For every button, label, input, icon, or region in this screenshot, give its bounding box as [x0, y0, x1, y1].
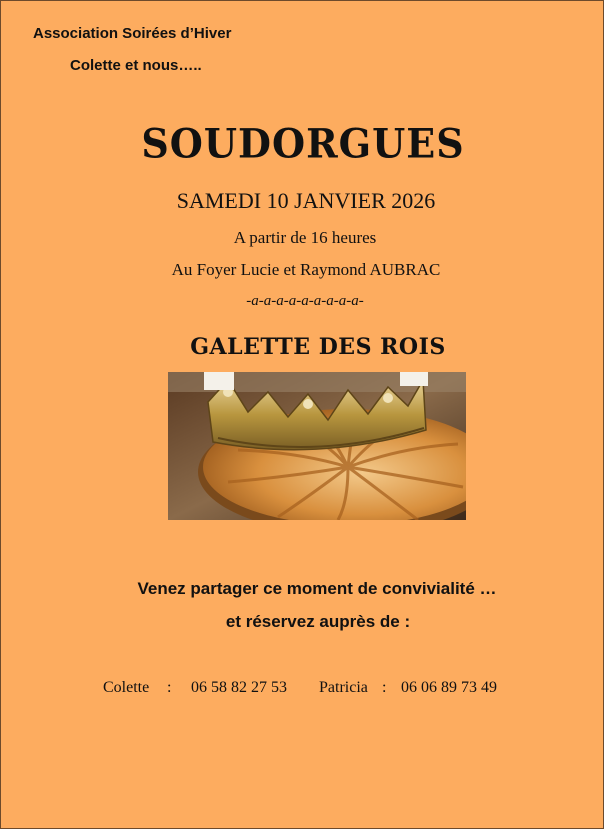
event-date: SAMEDI 10 JANVIER 2026 [176, 188, 436, 213]
contact-phone: 06 58 82 27 53 [191, 679, 287, 696]
galette-photo [168, 372, 466, 520]
event-theme: GALETTE DES ROIS [190, 334, 446, 360]
event-venue: Au Foyer Lucie et Raymond AUBRAC [171, 260, 441, 279]
contact-separator: : [167, 679, 172, 696]
invitation-line-1: Venez partager ce moment de convivialité … [137, 579, 497, 598]
subtitle: Colette et nous….. [70, 57, 202, 74]
decorative-separator: -a-a-a-a-a-a-a-a-a- [246, 293, 364, 309]
contact-phone: 06 06 89 73 49 [401, 679, 497, 696]
contact-name: Colette [103, 679, 150, 696]
event-time: A partir de 16 heures [233, 228, 377, 247]
town-title: SOUDORGUES [141, 119, 465, 168]
association-name: Association Soirées d’Hiver [33, 25, 232, 42]
invitation-line-2: et réservez auprès de : [225, 612, 411, 631]
contact-name: Patricia [319, 679, 368, 696]
contact-separator: : [382, 679, 387, 696]
